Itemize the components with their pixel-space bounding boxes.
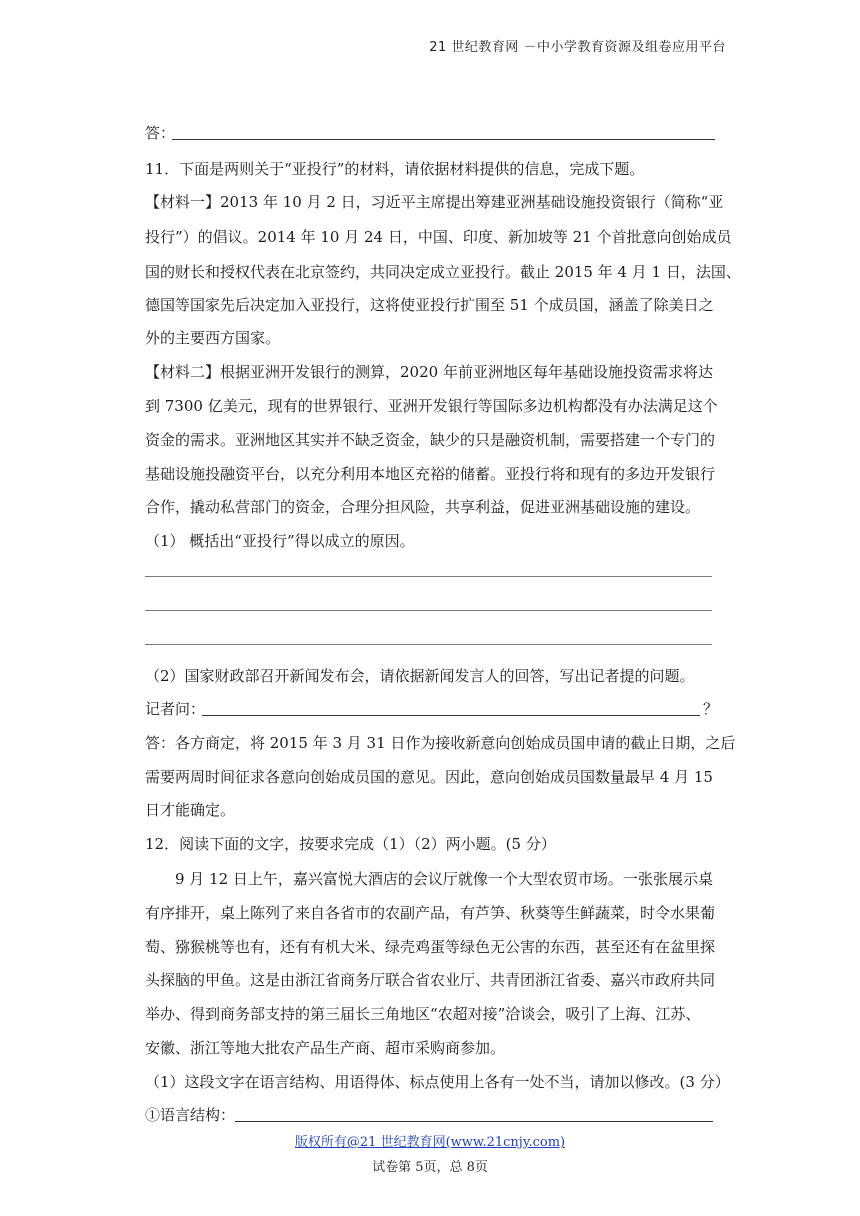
page-header: 21 世纪教育网 －中小学教育资源及组卷应用平台 [429,40,726,55]
q12-sub1: （1）这段文字在语言结构、用语得体、标点使用上各有一处不当，请加以修改。(3 分） [145,1073,730,1091]
q12-title: 12．阅读下面的文字，按要求完成（1）（2）两小题。(5 分） [145,835,556,853]
page-number: 试卷第 5页，总 8页 [372,1160,488,1175]
spokesperson-answer-line: 需要两周时间征求各意向创始成员国的意见。因此，意向创始成员国数量最早 4 月 15 [145,768,713,786]
answer-rule[interactable] [145,644,712,645]
reporter-question-underline[interactable] [202,715,700,716]
reporter-label: 记者问： [145,700,206,718]
q11-material1-line: 外的主要西方国家。 [145,329,281,347]
q11-material1-line: 投行”）的倡议。2014 年 10 月 24 日，中国、印度、新加坡等 21 个首批意向创始成员 [145,228,732,246]
answer-rule[interactable] [145,576,712,577]
q12-passage-line: 9 月 12 日上午，嘉兴富悦大酒店的会议厅就像一个大型农贸市场。一张张展示桌 [175,870,713,888]
q11-material2-line: 基础设施投融资平台，以充分利用本地区充裕的储蓄。亚投行将和现有的多边开发银行 [145,465,716,483]
q11-material2-line: 合作，撬动私营部门的资金，合理分担风险，共享利益，促进亚洲基础设施的建设。 [145,498,701,516]
answer-underline[interactable] [172,139,715,140]
q11-material1-line: 【材料一】2013 年 10 月 2 日，习近平主席提出筹建亚洲基础设施投资银行（简称“亚 [145,193,724,211]
q11-material1-line: 国的财长和授权代表在北京签约，共同决定成立亚投行。截止 2015 年 4 月 1 日，法国、 [145,263,741,281]
spokesperson-answer-line: 日才能确定。 [145,801,236,819]
q11-material2-line: 【材料二】根据亚洲开发银行的测算，2020 年前亚洲地区每年基础设施投资需求将达 [145,363,713,381]
q12-passage-line: 举办、得到商务部支持的第三届长三角地区“农超对接”洽谈会，吸引了上海、江苏、 [145,1005,701,1023]
copyright-link[interactable]: 版权所有@21 世纪教育网(www.21cnjy.com) [294,1135,566,1150]
q11-sub1: （1） 概括出“亚投行”得以成立的原因。 [145,532,415,550]
q11-material2-line: 资金的需求。亚洲地区其实并不缺乏资金，缺少的只是融资机制，需要搭建一个专门的 [145,431,716,449]
q12-item1-label: ①语言结构： [145,1106,236,1124]
q11-title: 11．下面是两则关于“亚投行”的材料，请依据材料提供的信息，完成下题。 [145,160,645,178]
q12-passage-line: 头探脑的甲鱼。这是由浙江省商务厅联合省农业厅、共青团浙江省委、嘉兴市政府共同 [145,971,716,989]
spokesperson-answer-line: 答：各方商定，将 2015 年 3 月 31 日作为接收新意向创始成员国申请的截止日期，之后 [145,734,736,752]
q12-passage-line: 有序排开，桌上陈列了来自各省市的农副产品，有芦笋、秋葵等生鲜蔬菜，时令水果葡 [145,904,716,922]
answer-rule[interactable] [145,610,712,611]
item1-answer-underline[interactable] [235,1121,713,1122]
reporter-question-mark: ？ [703,700,719,718]
q11-material1-line: 德国等国家先后决定加入亚投行，这将使亚投行扩围至 51 个成员国，涵盖了除美日之 [145,296,714,314]
q12-passage-line: 安徽、浙江等地大批农产品生产商、超市采购商参加。 [145,1039,506,1057]
q12-passage-line: 萄、猕猴桃等也有，还有有机大米、绿壳鸡蛋等绿色无公害的东西，甚至还有在盆里探 [145,938,716,956]
answer-label: 答： [145,124,176,142]
q11-sub2: （2）国家财政部召开新闻发布会，请依据新闻发言人的回答，写出记者提的问题。 [145,667,695,685]
q11-material2-line: 到 7300 亿美元，现有的世界银行、亚洲开发银行等国际多边机构都没有办法满足这个 [145,397,718,415]
